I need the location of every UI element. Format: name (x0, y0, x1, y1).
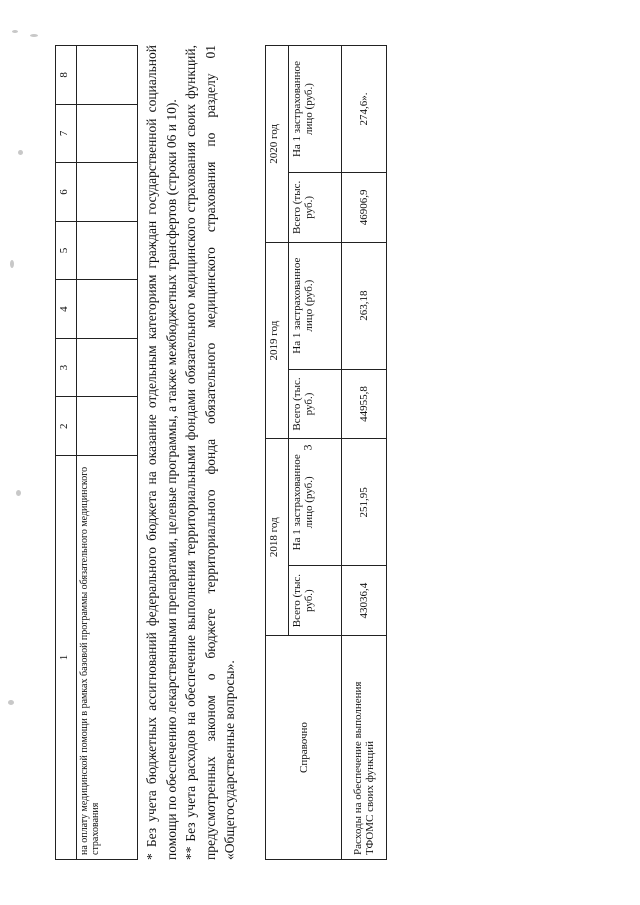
table-cell (77, 280, 138, 339)
year-2019: 2019 год (266, 242, 289, 439)
footnote-2: ** Без учета расходов на обеспечение выполнения территориальными фондами обязательного медицинского страхования своих функций, предусмотренных законом о бюджете территориального фонда обязательного медицинского страхования по разделу 01 «Общегосударственные вопросы». (183, 45, 237, 860)
table-cell (77, 338, 138, 397)
value-2018-total: 43036,4 (342, 566, 387, 636)
page-number: 3 (300, 444, 315, 451)
table-cell (77, 163, 138, 222)
scan-speck (18, 150, 23, 155)
sub-per-2018: На 1 застрахованное лицо (руб.) (289, 439, 342, 566)
table-row (342, 46, 387, 860)
value-2020-total: 46906,9 (342, 172, 387, 242)
col-number-3: 3 (56, 338, 77, 397)
table-column-numbers (56, 46, 77, 860)
year-2020: 2020 год (266, 46, 289, 243)
year-2018: 2018 год (266, 439, 289, 636)
table-continuation (55, 45, 138, 860)
sub-total-2020: Всего (тыс. руб.) (289, 172, 342, 242)
sub-per-2019: На 1 застрахованное лицо (руб.) (289, 242, 342, 369)
row-label: на оплату медицинской помощи в рамках базовой программы обязательного медицинского страхования (77, 456, 138, 860)
value-2020-per: 274,6». (342, 46, 387, 173)
reference-table (265, 45, 387, 860)
value-2018-per: 251,95 (342, 439, 387, 566)
scan-speck (16, 490, 21, 496)
sub-total-2019: Всего (тыс. руб.) (289, 369, 342, 439)
table-cell (77, 46, 138, 105)
scan-speck (12, 30, 18, 33)
table-cell (77, 104, 138, 163)
sub-per-2020: На 1 застрахованное лицо (руб.) (289, 46, 342, 173)
col-number-6: 6 (56, 163, 77, 222)
scan-speck (30, 34, 38, 37)
table-cell (77, 221, 138, 280)
col-number-1: 1 (56, 456, 77, 860)
col-number-4: 4 (56, 280, 77, 339)
col-number-2: 2 (56, 397, 77, 456)
table-row (77, 46, 138, 860)
reference-header-label: Справочно (266, 636, 342, 860)
scan-speck (10, 260, 14, 268)
sub-total-2018: Всего (тыс. руб.) (289, 566, 342, 636)
col-number-8: 8 (56, 46, 77, 105)
year-header-row (266, 46, 289, 860)
value-2019-per: 263,18 (342, 242, 387, 369)
col-number-5: 5 (56, 221, 77, 280)
col-number-7: 7 (56, 104, 77, 163)
footnotes (142, 45, 240, 860)
footnote-1: * Без учета бюджетных ассигнований федерального бюджета на оказание отдельным категориям граждан государственной социальной помощи по обеспечению лекарственными препаратами, целевые программы, а также межбюджетных трансфертов (строки 06 и 10). (144, 45, 179, 860)
row-label: Расходы на обеспечение выполнения ТФОМС своих функций (342, 636, 387, 860)
table-cell (77, 397, 138, 456)
value-2019-total: 44955,8 (342, 369, 387, 439)
scan-speck (8, 700, 14, 705)
